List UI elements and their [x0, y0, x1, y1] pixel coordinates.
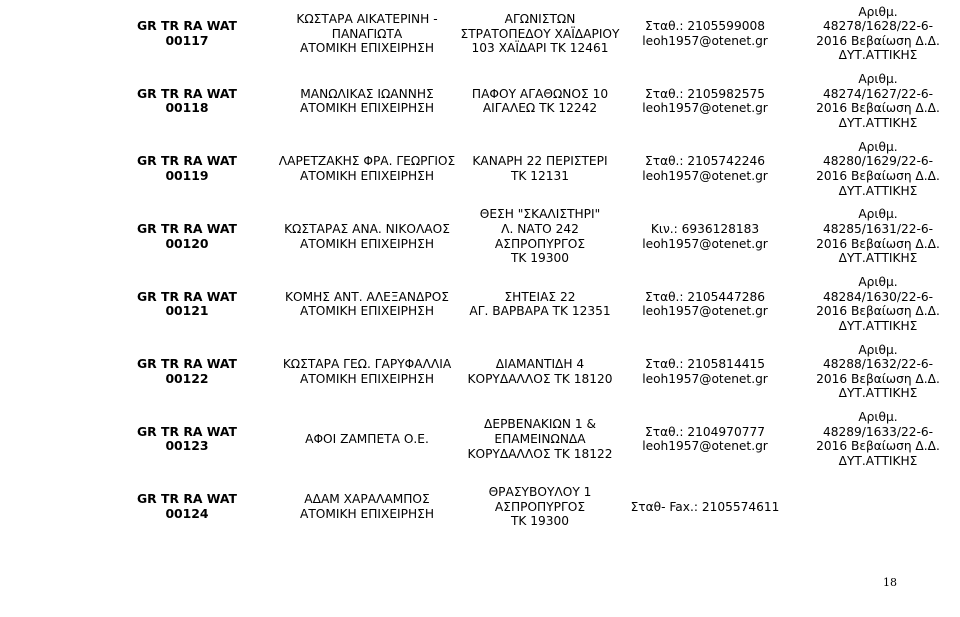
certificate-cell [790, 135, 960, 203]
certificate-cell-line: ΔΥΤ.ΑΤΤΙΚΗΣ [838, 251, 918, 266]
certificate-cell-line: Αριθμ. [858, 4, 898, 19]
contact-cell-line: leoh1957@otenet.gr [642, 168, 768, 183]
registry-code-cell [128, 473, 246, 541]
address-cell [460, 0, 620, 68]
registry-code-cell [128, 338, 246, 406]
address-cell-line: 103 ΧΑΪΔΑΡΙ ΤΚ 12461 [471, 41, 609, 56]
contact-cell [630, 406, 780, 474]
business-name-cell-line: ΚΩΣΤΑΡΑ ΓΕΩ. ΓΑΡΥΦΑΛΛΙΑ [282, 357, 452, 372]
certificate-cell-line: 2016 Βεβαίωση Δ.Δ. [816, 304, 940, 319]
registry-code-cell [128, 270, 246, 338]
address-cell-line: ΠΑΦΟΥ ΑΓΑΘΩΝΟΣ 10 [471, 86, 609, 101]
registry-code-cell [128, 135, 246, 203]
business-name-cell-line: ΑΦΟΙ ΖΑΜΠΕΤΑ Ο.Ε. [305, 432, 429, 447]
business-name-cell-line: ΑΤΟΜΙΚΗ ΕΠΙΧΕΙΡΗΣΗ [300, 371, 434, 386]
registry-code-cell-line: GR TR RA WAT [137, 153, 237, 169]
contact-cell [630, 338, 780, 406]
contact-cell-line: Σταθ.: 2105982575 [645, 86, 765, 101]
registry-code-cell-line: 00123 [165, 438, 209, 454]
registry-code-cell-line: 00117 [165, 32, 209, 48]
registry-code-cell-line: 00121 [165, 303, 209, 319]
contact-cell [630, 473, 780, 541]
contact-cell-line: Σταθ.: 2105814415 [645, 357, 765, 372]
registry-code-cell-line: GR TR RA WAT [137, 356, 237, 372]
address-cell [460, 406, 620, 474]
registry-code-cell-line: GR TR RA WAT [137, 491, 237, 507]
address-cell-line: ΤΚ 12131 [510, 168, 570, 183]
address-cell-line: ΚΟΡΥΔΑΛΛΟΣ ΤΚ 18120 [467, 371, 613, 386]
contact-cell [630, 135, 780, 203]
business-name-cell-line: ΚΟΜΗΣ ΑΝΤ. ΑΛΕΞΑΝΔΡΟΣ [285, 289, 449, 304]
contact-cell-line: leoh1957@otenet.gr [642, 304, 768, 319]
address-cell-line: ΑΓ. ΒΑΡΒΑΡΑ ΤΚ 12351 [469, 304, 611, 319]
contact-cell-line: Σταθ.: 2104970777 [645, 424, 765, 439]
business-name-cell [262, 0, 472, 68]
address-cell [460, 135, 620, 203]
address-cell [460, 68, 620, 136]
certificate-cell [790, 406, 960, 474]
certificate-cell-line: 2016 Βεβαίωση Δ.Δ. [816, 168, 940, 183]
certificate-cell-line: 48285/1631/22-6- [822, 221, 934, 236]
certificate-cell-line: 2016 Βεβαίωση Δ.Δ. [816, 371, 940, 386]
contact-cell-line: leoh1957@otenet.gr [642, 101, 768, 116]
business-name-cell-line: ΚΩΣΤΑΡΑ ΑΙΚΑΤΕΡΙΝΗ - [296, 11, 438, 26]
contact-cell-line: leoh1957@otenet.gr [642, 439, 768, 454]
business-name-cell-line: ΑΤΟΜΙΚΗ ΕΠΙΧΕΙΡΗΣΗ [300, 101, 434, 116]
business-name-cell [262, 270, 472, 338]
business-name-cell [262, 203, 472, 271]
registry-code-cell [128, 0, 246, 68]
certificate-cell-line: ΔΥΤ.ΑΤΤΙΚΗΣ [838, 453, 918, 468]
certificate-cell [790, 203, 960, 271]
address-cell-line: ΘΡΑΣΥΒΟΥΛΟΥ 1 [488, 485, 592, 500]
business-name-cell-line: ΛΑΡΕΤΖΑΚΗΣ ΦΡΑ. ΓΕΩΡΓΙΟΣ [278, 154, 456, 169]
address-cell-line: ΣΗΤΕΙΑΣ 22 [504, 289, 576, 304]
certificate-cell-line: Αριθμ. [858, 72, 898, 87]
registry-code-cell [128, 68, 246, 136]
contact-cell-line: Σταθ.: 2105742246 [645, 154, 765, 169]
address-cell-line: ΘΕΣΗ "ΣΚΑΛΙΣΤΗΡΙ" [479, 207, 601, 222]
business-name-cell-line: ΑΤΟΜΙΚΗ ΕΠΙΧΕΙΡΗΣΗ [300, 168, 434, 183]
business-name-cell-line: ΑΤΟΜΙΚΗ ΕΠΙΧΕΙΡΗΣΗ [300, 506, 434, 521]
certificate-cell-line: Αριθμ. [858, 207, 898, 222]
registry-code-cell-line: 00119 [165, 167, 209, 183]
certificate-cell-line: ΔΥΤ.ΑΤΤΙΚΗΣ [838, 115, 918, 130]
business-name-cell [262, 338, 472, 406]
certificate-cell-line: Αριθμ. [858, 274, 898, 289]
registry-code-cell-line: 00122 [165, 370, 209, 386]
registry-code-cell-line: GR TR RA WAT [137, 220, 237, 236]
address-cell-line: Λ. ΝΑΤΟ 242 [501, 221, 579, 236]
certificate-cell-line: 2016 Βεβαίωση Δ.Δ. [816, 101, 940, 116]
address-cell-line: ΔΙΑΜΑΝΤΙΔΗ 4 [495, 357, 585, 372]
address-cell-line: ΚΑΝΑΡΗ 22 ΠΕΡΙΣΤΕΡΙ [472, 154, 608, 169]
certificate-cell-line: Αριθμ. [858, 342, 898, 357]
registry-code-cell [128, 203, 246, 271]
business-name-cell-line: ΑΔΑΜ ΧΑΡΑΛΑΜΠΟΣ [304, 492, 430, 507]
certificate-cell-line: 2016 Βεβαίωση Δ.Δ. [816, 236, 940, 251]
address-cell [460, 338, 620, 406]
registry-code-cell-line: GR TR RA WAT [137, 423, 237, 439]
registry-code-cell-line: 00120 [165, 235, 209, 251]
business-name-cell-line: ΑΤΟΜΙΚΗ ΕΠΙΧΕΙΡΗΣΗ [300, 41, 434, 56]
registry-code-cell-line: GR TR RA WAT [137, 18, 237, 34]
business-name-cell-line: ΜΑΝΩΛΙΚΑΣ ΙΩΑΝΝΗΣ [300, 86, 434, 101]
contact-cell [630, 203, 780, 271]
address-cell [460, 203, 620, 271]
certificate-cell-line: 48288/1632/22-6- [822, 357, 934, 372]
certificate-cell-line: 2016 Βεβαίωση Δ.Δ. [816, 33, 940, 48]
contact-cell-line: leoh1957@otenet.gr [642, 33, 768, 48]
table-row [0, 473, 960, 541]
certificate-cell-line: ΔΥΤ.ΑΤΤΙΚΗΣ [838, 318, 918, 333]
registry-code-cell-line: 00118 [165, 100, 209, 116]
business-name-cell [262, 473, 472, 541]
business-name-cell [262, 135, 472, 203]
table-row [0, 406, 960, 474]
certificate-cell-line: ΔΥΤ.ΑΤΤΙΚΗΣ [838, 183, 918, 198]
certificate-cell [790, 338, 960, 406]
table-row [0, 68, 960, 136]
address-cell-line: ΑΣΠΡΟΠΥΡΓΟΣ [494, 499, 586, 514]
certificate-cell-line: 48280/1629/22-6- [822, 154, 934, 169]
table-row [0, 203, 960, 271]
certificate-cell-line: ΔΥΤ.ΑΤΤΙΚΗΣ [838, 386, 918, 401]
contact-cell [630, 68, 780, 136]
contact-cell [630, 270, 780, 338]
address-cell-line: ΑΣΠΡΟΠΥΡΓΟΣ [494, 236, 586, 251]
address-cell-line: ΣΤΡΑΤΟΠΕΔΟΥ ΧΑΪΔΑΡΙΟΥ [460, 26, 620, 41]
address-cell-line: ΕΠΑΜΕΙΝΩΝΔΑ [494, 432, 586, 447]
table-row [0, 0, 960, 68]
business-name-cell-line: ΠΑΝΑΓΙΩΤΑ [331, 26, 403, 41]
address-cell-line: ΑΓΩΝΙΣΤΩΝ [504, 11, 576, 26]
table-row [0, 338, 960, 406]
certificate-cell-line: Αριθμ. [858, 410, 898, 425]
table-row [0, 270, 960, 338]
contact-cell-line: Κιν.: 6936128183 [650, 221, 760, 236]
business-name-cell [262, 68, 472, 136]
certificate-cell-line: 48274/1627/22-6- [822, 86, 934, 101]
contact-cell-line: Σταθ- Fax.: 2105574611 [630, 499, 780, 514]
table-row [0, 135, 960, 203]
address-cell [460, 270, 620, 338]
certificate-cell [790, 0, 960, 68]
address-cell-line: ΔΕΡΒΕΝΑΚΙΩΝ 1 & [484, 417, 596, 432]
certificate-cell-line: ΔΥΤ.ΑΤΤΙΚΗΣ [838, 48, 918, 63]
contact-cell-line: leoh1957@otenet.gr [642, 236, 768, 251]
business-name-cell [262, 406, 472, 474]
address-cell-line: ΤΚ 19300 [510, 514, 570, 529]
address-cell-line: ΑΙΓΑΛΕΩ ΤΚ 12242 [482, 101, 598, 116]
certificate-cell-line: Αριθμ. [858, 139, 898, 154]
address-cell [460, 473, 620, 541]
address-cell-line: ΚΟΡΥΔΑΛΛΟΣ ΤΚ 18122 [467, 446, 613, 461]
registry-code-cell-line: 00124 [165, 505, 209, 521]
business-name-cell-line: ΑΤΟΜΙΚΗ ΕΠΙΧΕΙΡΗΣΗ [300, 236, 434, 251]
certificate-cell-line: 48289/1633/22-6- [822, 424, 934, 439]
certificate-cell-line: 48278/1628/22-6- [822, 19, 934, 34]
page-number: 18 [883, 576, 897, 589]
certificate-cell-line: 2016 Βεβαίωση Δ.Δ. [816, 439, 940, 454]
certificate-cell [790, 270, 960, 338]
contact-cell-line: leoh1957@otenet.gr [642, 371, 768, 386]
address-cell-line: ΤΚ 19300 [510, 251, 570, 266]
certificate-cell-line: 48284/1630/22-6- [822, 289, 934, 304]
contact-cell-line: Σταθ.: 2105599008 [645, 19, 765, 34]
business-name-cell-line: ΚΩΣΤΑΡΑΣ ΑΝΑ. ΝΙΚΟΛΑΟΣ [284, 221, 450, 236]
registry-code-cell-line: GR TR RA WAT [137, 85, 237, 101]
registry-code-cell-line: GR TR RA WAT [137, 288, 237, 304]
contact-cell [630, 0, 780, 68]
contact-cell-line: Σταθ.: 2105447286 [645, 289, 765, 304]
registry-code-cell [128, 406, 246, 474]
certificate-cell [790, 473, 960, 541]
certificate-cell [790, 68, 960, 136]
business-name-cell-line: ΑΤΟΜΙΚΗ ΕΠΙΧΕΙΡΗΣΗ [300, 304, 434, 319]
